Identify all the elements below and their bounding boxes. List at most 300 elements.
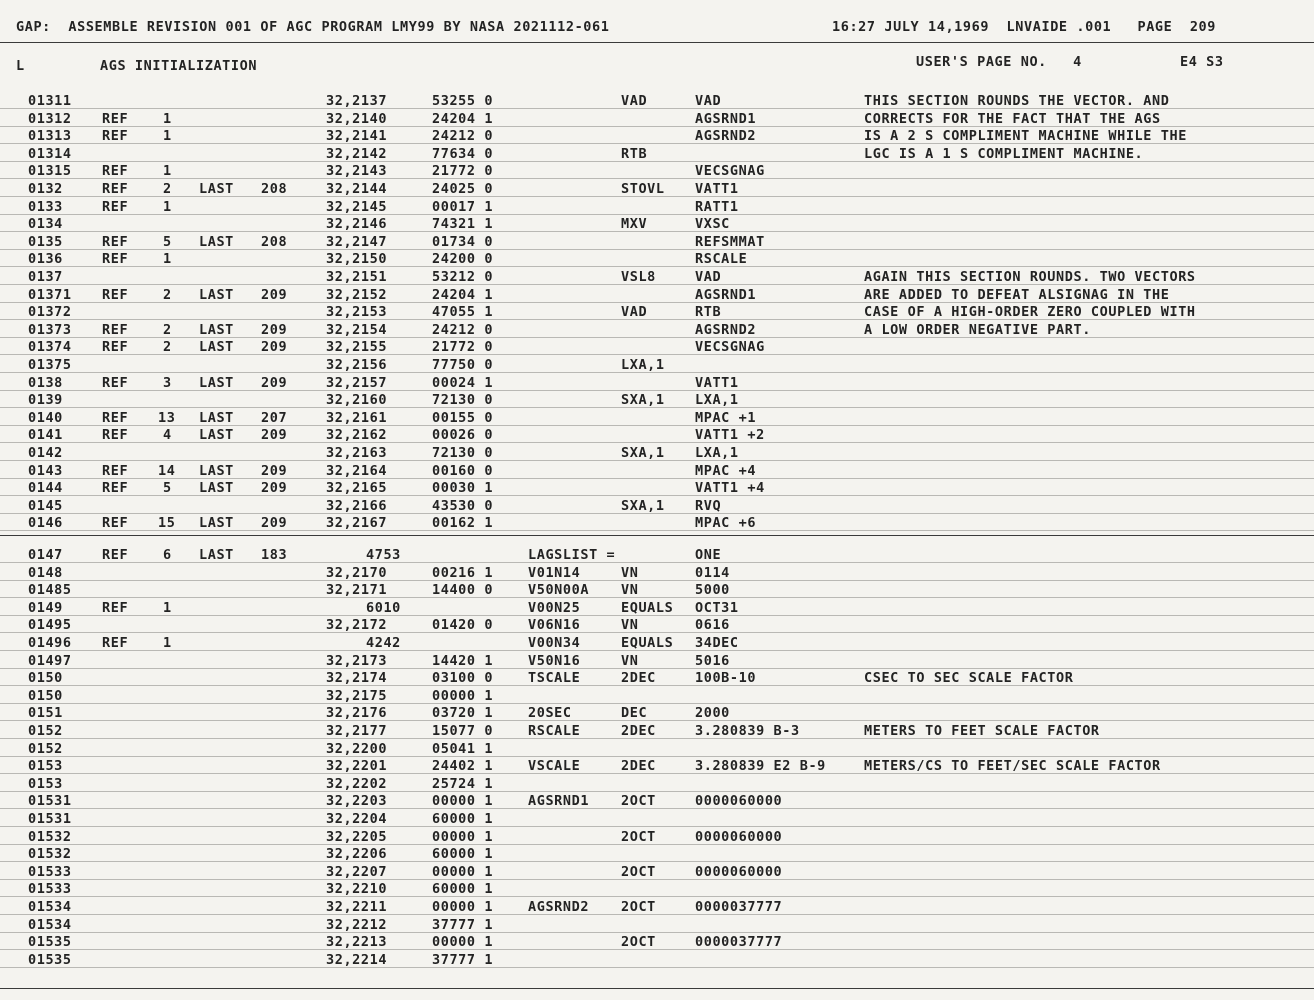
octal-word: 03720 1 [432, 705, 494, 722]
ref-count: 1 [163, 198, 172, 215]
octal-word: 24204 1 [432, 110, 494, 127]
operand: 34DEC [695, 635, 739, 651]
comment: METERS/CS TO FEET/SEC SCALE FACTOR [864, 758, 1161, 775]
last-tag: LAST [199, 547, 234, 563]
line-number: 01372 [28, 304, 72, 321]
operand: 5016 [695, 652, 730, 669]
operand: MPAC +1 [695, 409, 757, 426]
opcode: VN [621, 582, 639, 599]
row-guide-line [0, 949, 1314, 950]
symbol-label: TSCALE [528, 670, 581, 687]
operand: 0000037777 [695, 934, 783, 951]
row-guide-line [0, 478, 1314, 479]
ref-tag: REF [102, 462, 129, 479]
operand: LXA,1 [695, 392, 739, 409]
operand: 5000 [695, 582, 730, 599]
address: 32,2172 [326, 617, 388, 634]
operand: AGSRND1 [695, 286, 757, 303]
address: 32,2212 [326, 916, 388, 933]
address: 32,2165 [326, 480, 388, 497]
octal-word: 77750 0 [432, 357, 494, 373]
section-letter: L [16, 58, 25, 74]
octal-word: 24212 0 [432, 128, 494, 145]
operand: ONE [695, 547, 722, 563]
row-guide-line [0, 879, 1314, 880]
line-number: 0140 [28, 409, 63, 426]
row-guide-line [0, 844, 1314, 845]
line-number: 01314 [28, 145, 72, 162]
address: 32,2175 [326, 687, 388, 704]
operand: 3.280839 B-3 [695, 723, 800, 739]
line-number: 01534 [28, 899, 72, 915]
opcode: VAD [621, 304, 648, 321]
row-guide-line [0, 932, 1314, 933]
ref-tag: REF [102, 427, 129, 444]
header-right: 16:27 JULY 14,1969 LNVAIDE .001 PAGE 209 [832, 19, 1217, 35]
octal-word: 01734 0 [432, 233, 494, 250]
opcode: 2DEC [621, 758, 656, 775]
header-left: GAP: ASSEMBLE REVISION 001 OF AGC PROGRAM LMY99 BY NASA 2021112-061 [16, 19, 610, 35]
ref-tag: REF [102, 635, 129, 651]
line-number: 01533 [28, 881, 72, 898]
octal-word: 37777 1 [432, 916, 494, 933]
line-number: 0150 [28, 687, 63, 704]
row-guide-line [0, 178, 1314, 179]
row-guide-line [0, 495, 1314, 496]
row-guide-line [0, 231, 1314, 232]
operand: 0000060000 [695, 793, 783, 810]
ref-tag: REF [102, 110, 129, 127]
ref-count: 4 [163, 427, 172, 444]
opcode: DEC [621, 705, 648, 722]
address: 32,2143 [326, 163, 388, 180]
row-guide-line [0, 914, 1314, 915]
opcode: SXA,1 [621, 445, 665, 461]
row-guide-line [0, 791, 1314, 792]
row-guide-line [0, 442, 1314, 443]
line-number: 01312 [28, 110, 72, 127]
operand: 0000060000 [695, 863, 783, 880]
opcode: VAD [621, 93, 648, 109]
comment: IS A 2 S COMPLIMENT MACHINE WHILE THE [864, 128, 1187, 145]
address: 32,2144 [326, 181, 388, 197]
address: 32,2161 [326, 409, 388, 426]
octal-word: 05041 1 [432, 740, 494, 757]
octal-word: 14400 0 [432, 582, 494, 599]
line-number: 01311 [28, 93, 72, 109]
comment: THIS SECTION ROUNDS THE VECTOR. AND [864, 93, 1170, 109]
ref-count: 2 [163, 286, 172, 303]
comment: CSEC TO SEC SCALE FACTOR [864, 670, 1074, 687]
last-tag: LAST [199, 321, 234, 338]
line-number: 0144 [28, 480, 63, 497]
opcode: EQUALS [621, 599, 674, 616]
operand: RVQ [695, 497, 722, 514]
ref-tag: REF [102, 198, 129, 215]
ref-tag: REF [102, 251, 129, 268]
symbol-label: V00N34 [528, 635, 581, 651]
octal-word: 15077 0 [432, 723, 494, 739]
octal-word: 53255 0 [432, 93, 494, 109]
octal-word: 00024 1 [432, 374, 494, 391]
line-number: 0147 [28, 547, 63, 563]
line-number: 0133 [28, 198, 63, 215]
last-page: 208 [261, 181, 288, 197]
opcode: VSL8 [621, 269, 656, 285]
address: 32,2166 [326, 497, 388, 514]
address: 32,2200 [326, 740, 388, 757]
address: 32,2173 [326, 652, 388, 669]
symbol-label: V50N16 [528, 652, 581, 669]
ref-count: 1 [163, 251, 172, 268]
line-number: 01497 [28, 652, 72, 669]
octal-word: 00216 1 [432, 564, 494, 581]
row-guide-line [0, 530, 1314, 531]
ref-count: 2 [163, 339, 172, 356]
address: 32,2147 [326, 233, 388, 250]
address: 32,2170 [326, 564, 388, 581]
opcode: 2DEC [621, 723, 656, 739]
operand: VECSGNAG [695, 339, 765, 356]
octal-word: 47055 1 [432, 304, 494, 321]
address: 32,2204 [326, 811, 388, 827]
line-number: 0139 [28, 392, 63, 409]
row-guide-line [0, 214, 1314, 215]
ref-tag: REF [102, 321, 129, 338]
operand: VATT1 +2 [695, 427, 765, 444]
operand: LXA,1 [695, 445, 739, 461]
ref-count: 1 [163, 128, 172, 145]
symbol-label: AGSRND1 [528, 793, 590, 810]
line-number: 01532 [28, 846, 72, 863]
operand: VAD [695, 93, 722, 109]
address: 32,2151 [326, 269, 388, 285]
opcode: 2OCT [621, 899, 656, 915]
line-number: 0148 [28, 564, 63, 581]
opcode: RTB [621, 145, 648, 162]
address: 32,2177 [326, 723, 388, 739]
line-number: 0152 [28, 740, 63, 757]
row-guide-line [0, 967, 1314, 968]
ref-tag: REF [102, 286, 129, 303]
address: 32,2157 [326, 374, 388, 391]
last-page: 208 [261, 233, 288, 250]
line-number: 01531 [28, 793, 72, 810]
octal-word: 53212 0 [432, 269, 494, 285]
opcode: SXA,1 [621, 392, 665, 409]
line-number: 01315 [28, 163, 72, 180]
line-number: 01371 [28, 286, 72, 303]
line-number: 0153 [28, 758, 63, 775]
operand: VECSGNAG [695, 163, 765, 180]
row-guide-line [0, 808, 1314, 809]
ref-count: 3 [163, 374, 172, 391]
operand: MPAC +6 [695, 515, 757, 532]
row-guide-line [0, 632, 1314, 633]
row-guide-line [0, 738, 1314, 739]
row-guide-line [0, 826, 1314, 827]
operand: AGSRND1 [695, 110, 757, 127]
ref-tag: REF [102, 547, 129, 563]
line-number: 01485 [28, 582, 72, 599]
address: 32,2214 [326, 951, 388, 968]
address: 32,2145 [326, 198, 388, 215]
operand: 0114 [695, 564, 730, 581]
operand: 2000 [695, 705, 730, 722]
row-guide-line [0, 756, 1314, 757]
opcode: 2DEC [621, 670, 656, 687]
last-tag: LAST [199, 480, 234, 497]
line-number: 01313 [28, 128, 72, 145]
address: 32,2201 [326, 758, 388, 775]
row-guide-line [0, 266, 1314, 267]
octal-word: 43530 0 [432, 497, 494, 514]
octal-word: 24402 1 [432, 758, 494, 775]
ref-tag: REF [102, 599, 129, 616]
symbol-label: V06N16 [528, 617, 581, 634]
line-number: 0145 [28, 497, 63, 514]
address: 4753 [366, 547, 401, 563]
ref-count: 5 [163, 480, 172, 497]
operand: AGSRND2 [695, 128, 757, 145]
symbol-label: AGSRND2 [528, 899, 590, 915]
octal-word: 00155 0 [432, 409, 494, 426]
row-guide-line [0, 354, 1314, 355]
ref-tag: REF [102, 163, 129, 180]
operand: VATT1 +4 [695, 480, 765, 497]
last-tag: LAST [199, 427, 234, 444]
opcode: SXA,1 [621, 497, 665, 514]
last-tag: LAST [199, 409, 234, 426]
octal-word: 24204 1 [432, 286, 494, 303]
last-tag: LAST [199, 181, 234, 197]
ref-tag: REF [102, 515, 129, 532]
line-number: 01495 [28, 617, 72, 634]
opcode: VN [621, 652, 639, 669]
last-page: 209 [261, 515, 288, 532]
line-number: 0146 [28, 515, 63, 532]
comment: LGC IS A 1 S COMPLIMENT MACHINE. [864, 145, 1144, 162]
octal-word: 74321 1 [432, 216, 494, 233]
address: 32,2153 [326, 304, 388, 321]
operand: MPAC +4 [695, 462, 757, 479]
address: 32,2150 [326, 251, 388, 268]
page-code: E4 S3 [1180, 54, 1224, 70]
address: 32,2142 [326, 145, 388, 162]
opcode: 2OCT [621, 793, 656, 810]
address: 32,2160 [326, 392, 388, 409]
ref-count: 15 [158, 515, 176, 532]
line-number: 01373 [28, 321, 72, 338]
operand: OCT31 [695, 599, 739, 616]
ref-count: 5 [163, 233, 172, 250]
address: 32,2154 [326, 321, 388, 338]
line-number: 0141 [28, 427, 63, 444]
line-number: 0151 [28, 705, 63, 722]
address: 32,2203 [326, 793, 388, 810]
ref-count: 2 [163, 181, 172, 197]
ref-tag: REF [102, 233, 129, 250]
octal-word: 24200 0 [432, 251, 494, 268]
line-number: 0138 [28, 374, 63, 391]
octal-word: 77634 0 [432, 145, 494, 162]
octal-word: 00162 1 [432, 515, 494, 532]
last-page: 209 [261, 339, 288, 356]
row-guide-line [0, 597, 1314, 598]
row-guide-line [0, 703, 1314, 704]
line-number: 0132 [28, 181, 63, 197]
symbol-label: 20SEC [528, 705, 572, 722]
section-title: AGS INITIALIZATION [100, 58, 258, 74]
address: 32,2176 [326, 705, 388, 722]
opcode: 2OCT [621, 863, 656, 880]
ref-count: 14 [158, 462, 176, 479]
row-guide-line [0, 720, 1314, 721]
address: 32,2152 [326, 286, 388, 303]
address: 32,2210 [326, 881, 388, 898]
octal-word: 03100 0 [432, 670, 494, 687]
opcode: VN [621, 564, 639, 581]
address: 32,2171 [326, 582, 388, 599]
operand: 0000060000 [695, 828, 783, 845]
last-page: 209 [261, 427, 288, 444]
line-number: 01535 [28, 934, 72, 951]
operand: VATT1 [695, 374, 739, 391]
octal-word: 60000 1 [432, 811, 494, 827]
ref-tag: REF [102, 181, 129, 197]
address: 32,2211 [326, 899, 388, 915]
last-page: 209 [261, 480, 288, 497]
opcode: 2OCT [621, 934, 656, 951]
ref-tag: REF [102, 374, 129, 391]
footer-rule [0, 988, 1314, 989]
operand: 100B-10 [695, 670, 757, 687]
octal-word: 24212 0 [432, 321, 494, 338]
line-number: 0142 [28, 445, 63, 461]
line-number: 0135 [28, 233, 63, 250]
octal-word: 00017 1 [432, 198, 494, 215]
octal-word: 37777 1 [432, 951, 494, 968]
last-page: 209 [261, 321, 288, 338]
operand: VAD [695, 269, 722, 285]
last-page: 209 [261, 374, 288, 391]
operand: VXSC [695, 216, 730, 233]
last-tag: LAST [199, 374, 234, 391]
operand: RSCALE [695, 251, 748, 268]
opcode: 2OCT [621, 828, 656, 845]
address: 32,2140 [326, 110, 388, 127]
address: 32,2206 [326, 846, 388, 863]
opcode: STOVL [621, 181, 665, 197]
octal-word: 60000 1 [432, 846, 494, 863]
last-tag: LAST [199, 515, 234, 532]
octal-word: 00000 1 [432, 687, 494, 704]
ref-tag: REF [102, 339, 129, 356]
octal-word: 00160 0 [432, 462, 494, 479]
address: 32,2213 [326, 934, 388, 951]
ref-count: 1 [163, 163, 172, 180]
comment: AGAIN THIS SECTION ROUNDS. TWO VECTORS [864, 269, 1196, 285]
octal-word: 72130 0 [432, 392, 494, 409]
opcode: VN [621, 617, 639, 634]
last-page: 207 [261, 409, 288, 426]
row-guide-line [0, 425, 1314, 426]
line-number: 0149 [28, 599, 63, 616]
address: 6010 [366, 599, 401, 616]
address: 32,2155 [326, 339, 388, 356]
address: 32,2174 [326, 670, 388, 687]
comment: A LOW ORDER NEGATIVE PART. [864, 321, 1091, 338]
address: 32,2205 [326, 828, 388, 845]
last-tag: LAST [199, 339, 234, 356]
line-number: 01532 [28, 828, 72, 845]
row-guide-line [0, 390, 1314, 391]
ref-tag: REF [102, 409, 129, 426]
octal-word: 00000 1 [432, 899, 494, 915]
opcode: EQUALS [621, 635, 674, 651]
row-guide-line [0, 896, 1314, 897]
octal-word: 00000 1 [432, 793, 494, 810]
block-divider [0, 535, 1314, 536]
line-number: 01374 [28, 339, 72, 356]
line-number: 0136 [28, 251, 63, 268]
user-page-number: USER'S PAGE NO. 4 [916, 54, 1082, 70]
address: 4242 [366, 635, 401, 651]
ref-count: 1 [163, 110, 172, 127]
comment: CASE OF A HIGH-ORDER ZERO COUPLED WITH [864, 304, 1196, 321]
operand: VATT1 [695, 181, 739, 197]
octal-word: 21772 0 [432, 339, 494, 356]
line-number: 0143 [28, 462, 63, 479]
row-guide-line [0, 685, 1314, 686]
line-number: 01533 [28, 863, 72, 880]
line-number: 01531 [28, 811, 72, 827]
octal-word: 00026 0 [432, 427, 494, 444]
row-guide-line [0, 580, 1314, 581]
address: 32,2207 [326, 863, 388, 880]
operand: RTB [695, 304, 722, 321]
line-number: 0153 [28, 775, 63, 792]
operand: AGSRND2 [695, 321, 757, 338]
octal-word: 21772 0 [432, 163, 494, 180]
address: 32,2202 [326, 775, 388, 792]
octal-word: 25724 1 [432, 775, 494, 792]
symbol-label: V50N00A [528, 582, 590, 599]
address: 32,2163 [326, 445, 388, 461]
last-page: 209 [261, 462, 288, 479]
line-number: 01535 [28, 951, 72, 968]
operand: RATT1 [695, 198, 739, 215]
comment: CORRECTS FOR THE FACT THAT THE AGS [864, 110, 1161, 127]
row-guide-line [0, 249, 1314, 250]
octal-word: 00000 1 [432, 863, 494, 880]
line-number: 0137 [28, 269, 63, 285]
operand: 0000037777 [695, 899, 783, 915]
header-rule [0, 42, 1314, 43]
line-number: 01534 [28, 916, 72, 933]
ref-count: 1 [163, 599, 172, 616]
ref-count: 2 [163, 321, 172, 338]
ref-count: 1 [163, 635, 172, 651]
opcode: LXA,1 [621, 357, 665, 373]
row-guide-line [0, 337, 1314, 338]
symbol-label: VSCALE [528, 758, 581, 775]
last-page: 209 [261, 286, 288, 303]
last-page: 183 [261, 547, 288, 563]
octal-word: 60000 1 [432, 881, 494, 898]
address: 32,2164 [326, 462, 388, 479]
comment: ARE ADDED TO DEFEAT ALSIGNAG IN THE [864, 286, 1170, 303]
